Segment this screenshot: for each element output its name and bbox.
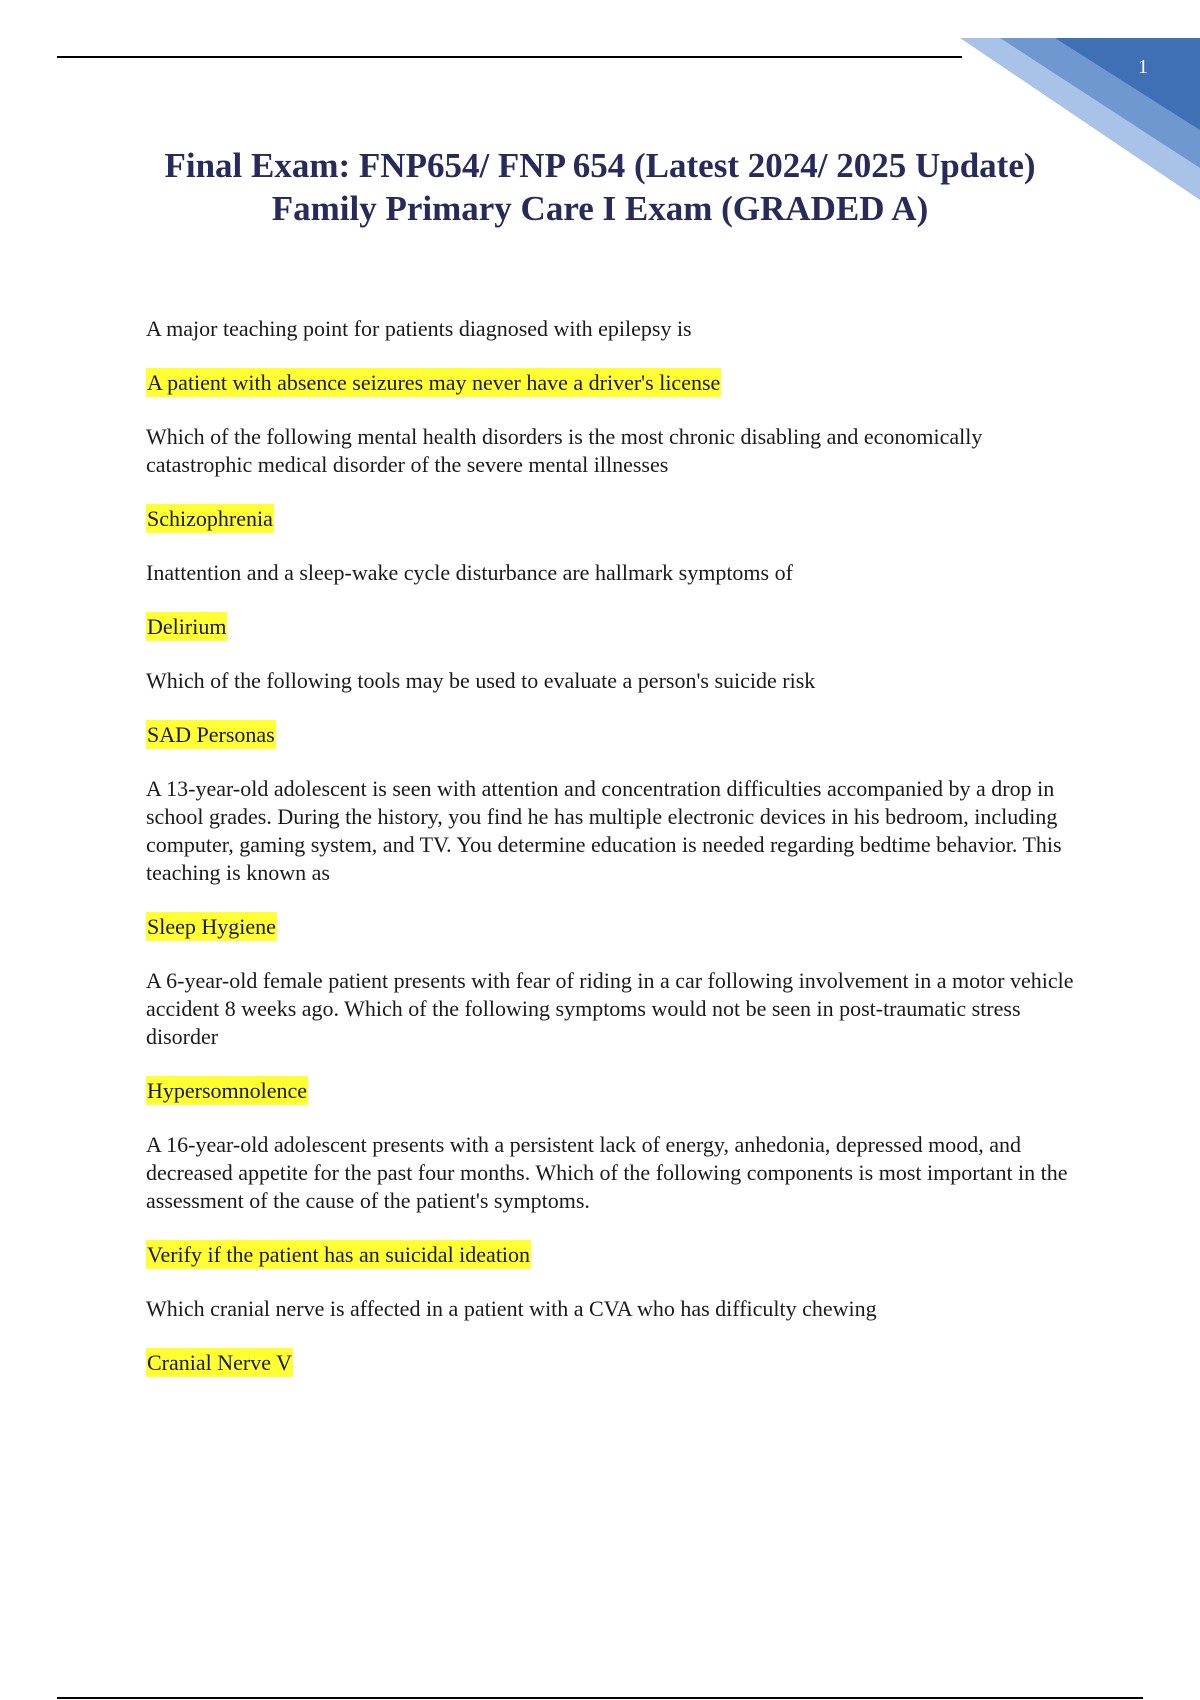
question-text: A 13-year-old adolescent is seen with attention and concentration difficulties accompanied by a drop in school grades. During the history, you find he has multiple electronic devices in his bedroom, including computer, gaming system, and TV. You determine education is needed regarding bedtime behavior. This teaching is known as bbox=[146, 776, 1062, 885]
question-text: Which cranial nerve is affected in a patient with a CVA who has difficulty chewing bbox=[146, 1296, 877, 1321]
question-text: A major teaching point for patients diagnosed with epilepsy is bbox=[146, 316, 692, 341]
footer-rule bbox=[57, 1697, 1143, 1699]
answer-highlight bbox=[146, 1241, 1076, 1269]
answer-text: Hypersomnolence bbox=[147, 1078, 308, 1103]
question-text: Which of the following tools may be used to evaluate a person's suicide risk bbox=[146, 668, 816, 693]
qa-list bbox=[146, 315, 1076, 1403]
question-text: A 16-year-old adolescent presents with a persistent lack of energy, anhedonia, depressed mood, and decreased appetite for the past four months. Which of the following components is most important in the assessment of the cause of the patient's symptoms. bbox=[146, 1132, 1068, 1213]
page-number: 1 bbox=[1138, 56, 1148, 78]
question-text: Inattention and a sleep-wake cycle disturbance are hallmark symptoms of bbox=[146, 560, 793, 585]
answer-highlight bbox=[146, 913, 1076, 941]
title-line-1: Final Exam: FNP654/ FNP 654 (Latest 2024/ 2025 Update) bbox=[164, 146, 1036, 185]
document-title bbox=[0, 144, 1200, 230]
answer-highlight bbox=[146, 1077, 1076, 1105]
answer-highlight bbox=[146, 369, 1076, 397]
question-text: Which of the following mental health disorders is the most chronic disabling and economically catastrophic medical disorder of the severe mental illnesses bbox=[146, 424, 983, 477]
answer-text: Verify if the patient has an suicidal ideation bbox=[147, 1242, 531, 1267]
answer-text: Sleep Hygiene bbox=[147, 914, 276, 939]
answer-text: Delirium bbox=[147, 614, 227, 639]
title-line-2: Family Primary Care I Exam (GRADED A) bbox=[271, 189, 929, 228]
answer-text: SAD Personas bbox=[147, 722, 275, 747]
answer-highlight bbox=[146, 613, 1076, 641]
answer-text: Schizophrenia bbox=[147, 506, 273, 531]
question-text: A 6-year-old female patient presents with fear of riding in a car following involvement in a motor vehicle accident 8 weeks ago. Which of the following symptoms would not be seen in post-traumatic stress disorder bbox=[146, 968, 1074, 1049]
answer-text: Cranial Nerve V bbox=[147, 1350, 292, 1375]
answer-highlight bbox=[146, 1349, 1076, 1377]
answer-text: A patient with absence seizures may never have a driver's license bbox=[147, 370, 721, 395]
answer-highlight bbox=[146, 505, 1076, 533]
answer-highlight bbox=[146, 721, 1076, 749]
header-rule bbox=[57, 56, 962, 58]
